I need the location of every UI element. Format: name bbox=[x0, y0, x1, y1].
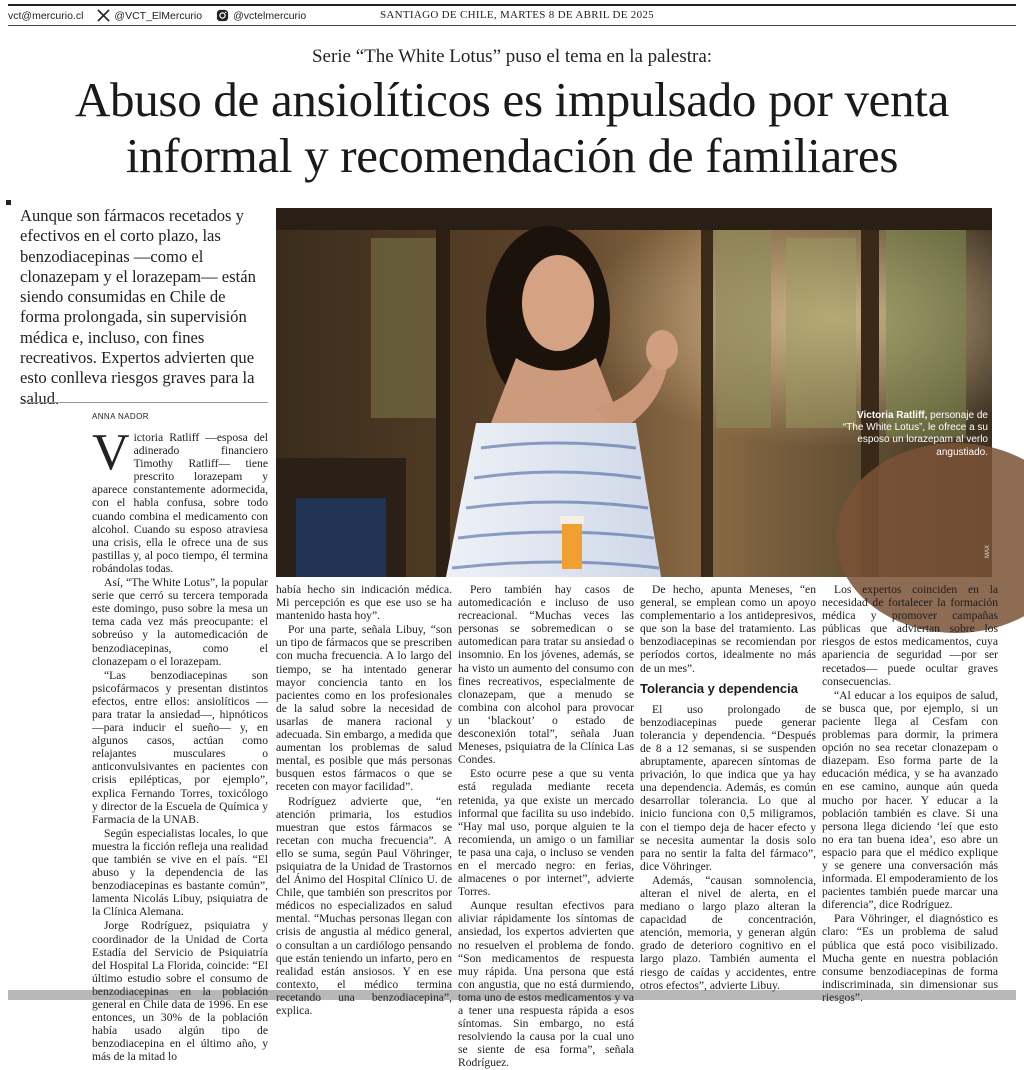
deck: Aunque son fármacos recetados y efectivos en el corto plazo, las benzodiacepinas —como el clonazepam y el lorazepam— están siendo consumidas en Chile de forma prolongada, sin supervisión médica e, incluso, con fines recreativos. Expertos advierten que esto conlleva riesgos graves para la salud. bbox=[20, 206, 256, 408]
photo-caption bbox=[838, 410, 988, 459]
email-text[interactable]: vct@mercurio.cl bbox=[8, 9, 84, 22]
body-paragraph: “Al educar a los equipos de salud, se busca que, por ejemplo, si un paciente llega al Cesfam con problemas para dormir, la primera opción no sea recetar clonazepam o diazepam. Eso forma parte de la educación médica, y se ha avanzado en ese camino, aunque aún queda mucho por hacer. Y educar a la población también es clave. Si una persona llega diciendo ‘leí que esto no era tan buena idea’, eso abre un espacio para que el médico explique y se genere una conversación más informada. El empoderamiento de los pacientes también puede marcar una diferencia”, dice Rodríguez. bbox=[822, 688, 998, 912]
kicker: Serie “The White Lotus” puso el tema en la palestra: bbox=[311, 46, 713, 67]
deck-bullet bbox=[6, 200, 11, 205]
headline: Abuso de ansiolíticos es impulsado por venta informal y recomendación de familiares bbox=[74, 72, 950, 183]
body-paragraph: Según especialistas locales, lo que muestra la ficción refleja una realidad que también se vive en el país. “El abuso y la dependencia de las benzodiacepinas es bastante común”, lamenta Nicolás Libuy, psiquiatra de la Clínica Alemana. bbox=[92, 826, 268, 919]
body-paragraph: Pero también hay casos de automedicación e incluso de uso recreacional. “Muchas veces las personas se sobremedican o se automedican para tratar su ansiedad o insomnio. En los jóvenes, además, se ha visto un aumento del consumo con fines recreativos, especialmente de clonazepam, que a menudo se combina con alcohol para provocar un ‘blackout’ o estado de desconexión total”, señala Juan Meneses, psiquiatra de la Clínica Las Condes. bbox=[458, 583, 634, 767]
article-column-4 bbox=[640, 583, 816, 993]
body-paragraph: Esto ocurre pese a que su venta está regulada mediante receta retenida, ya que existe un mercado informal que facilita su uso indebido. “Hay mal uso, porque alguien te la recomienda, un amigo o un familiar te pasa una caja, o incluso se venden en el mercado negro: en ferias, almacenes o por internet”, advierte Torres. bbox=[458, 767, 634, 899]
caption-text: personaje de “The White Lotus”, le ofrece a su esposo un lorazepam al verlo angustiado. bbox=[842, 410, 988, 458]
body-paragraph: Por una parte, señala Libuy, “son un tipo de fármacos que se prescriben con mucha frecuencia. A lo largo del tiempo, se ha intentado generar mayor conciencia tanto en los pacientes como en los profesionales de la salud sobre la necesidad de usarlas de manera racional y adecuada. Sin embargo, a medida que aumentan los problemas de salud mental, es posible que más personas busquen estos fármacos o que se receten con mayor facilidad”. bbox=[276, 623, 452, 794]
body-paragraph bbox=[92, 424, 268, 575]
body-paragraph: De hecho, apunta Meneses, “en general, se emplean como un apoyo complementario a los antidepresivos, que son la base del tratamiento. Las benzodiacepinas se recomiendan por períodos cortos, idealmente no más de un mes”. bbox=[640, 583, 816, 675]
paragraph-text: ictoria Ratliff —esposa del adinerado financiero Timothy Ratliff— tiene prescrito lorazepam y aparece constantemente adormecida, con el habla confusa, sobre todo cuando combina el medicamento con alcohol. Cuando su esposo atraviesa una crisis, ella le ofrece una de sus pastillas y, al poco tiempo, él termina robándolas todas. bbox=[92, 431, 268, 575]
body-paragraph: Además, “causan somnolencia, alteran el nivel de alerta, en el mediano o largo plazo alteran la capacidad de concentración, atención, memoria, y generan algún grado de deterioro cognitivo en el largo plazo. También aumenta el riesgo de caídas y accidentes, entre otros efectos”, advierte Libuy. bbox=[640, 873, 816, 992]
contact-x[interactable] bbox=[97, 9, 202, 22]
instagram-icon bbox=[216, 9, 229, 22]
instagram-handle[interactable]: @vctelmercurio bbox=[233, 9, 307, 22]
body-paragraph: Aunque resultan efectivos para aliviar rápidamente los síntomas de ansiedad, los expertos advierten que no resuelven el problema de fondo. “Son medicamentos de respuesta muy rápida. Una persona que está con angustia, que no está durmiendo, toma uno de estos medicamentos y va a tener una respuesta rápida a esos síntomas. Sin embargo, no está resolviendo la causa por la cual uno se siente de esa forma”, señala Rodríguez. bbox=[458, 899, 634, 1070]
article-photo bbox=[276, 208, 992, 577]
article-column-1 bbox=[92, 424, 268, 1065]
caption-name: Victoria Ratliff, bbox=[857, 410, 928, 421]
photo-illustration bbox=[276, 208, 992, 577]
subheading: Tolerancia y dependencia bbox=[640, 680, 798, 696]
next-page-strip bbox=[8, 990, 1016, 1000]
contact-email[interactable] bbox=[8, 10, 83, 22]
body-paragraph: Los expertos coinciden en la necesidad de fortalecer la formación médica y promover campañas públicas que adviertan sobre los riesgos de estos medicamentos, cuya apariencia de seguridad —por ser recetados— puede ocultar graves consecuencias. bbox=[822, 583, 998, 688]
article-column-2 bbox=[276, 583, 452, 1018]
body-paragraph: “Las benzodiacepinas son psicofármacos y presentan distintos efectos, entre ellos: ansiolíticos —para tratar la ansiedad—, hipnóticos —para inducir el sueño— y, en algunos casos, actúan como relajantes musculares o anticonvulsivantes en pacientes con crisis epilépticas, por ejemplo”, explica Fernando Torres, toxicólogo y director de la Escuela de Química y Farmacia de la UNAB. bbox=[92, 668, 268, 826]
photo-credit: MAX bbox=[985, 544, 991, 558]
x-icon bbox=[97, 9, 110, 22]
body-paragraph: Así, “The White Lotus”, la popular serie que cerró su tercera temporada este domingo, puso sobre la mesa un tema cada vez más preocupante: el sobreúso y la automedicación de benzodiacepinas, como el clonazepam o el lorazepam. bbox=[92, 576, 268, 668]
masthead-bar bbox=[8, 4, 1016, 26]
body-paragraph: El uso prolongado de benzodiacepinas puede generar tolerancia y dependencia. “Después de 8 a 12 semanas, si se suspenden abruptamente, aparecen síntomas de privación, lo que indica que ya hay una dependencia. Además, es común desarrollar tolerancia. Lo que al inicio funciona con 0,5 miligramos, con el tiempo deja de hacer efecto y se necesita aumentar la dosis solo para no sentir la falta del fármaco”, dice Vöhringer. bbox=[640, 702, 816, 873]
body-paragraph: Para Vöhringer, el diagnóstico es claro: “Es un problema de salud pública que está poco visibilizado. Mucha gente en nuestra población consume benzodiacepinas de forma indiscriminada, sin dimensionar sus riesgos”. bbox=[822, 912, 998, 1004]
contact-instagram[interactable] bbox=[216, 9, 306, 22]
x-handle[interactable]: @VCT_ElMercurio bbox=[114, 9, 203, 22]
dateline: SANTIAGO DE CHILE, MARTES 8 DE ABRIL DE 2025 bbox=[380, 9, 654, 21]
body-paragraph: Jorge Rodríguez, psiquiatra y coordinador de la Unidad de Corta Estadía del Servicio de Psiquiatría del Hospital La Florida, coincide: “El último estudio sobre el consumo de benzodiacepinas en la población general en Chile data de 1996. En ese entonces, un 30% de la población había usado algún tipo de benzodiacepina en el último año, y más de la mitad lo bbox=[92, 919, 268, 1064]
body-paragraph: había hecho sin indicación médica. Mi percepción es que ese uso se ha mantenido hasta hoy”. bbox=[276, 583, 452, 623]
divider bbox=[20, 402, 268, 403]
article-column-5 bbox=[822, 583, 998, 1005]
byline: ANNA NADOR bbox=[92, 412, 149, 421]
dropcap: V bbox=[92, 424, 130, 481]
body-paragraph: Rodríguez advierte que, “en atención primaria, los estudios muestran que estos fármacos se recetan con mucha frecuencia”. A ello se suma, según Paul Vöhringer, psiquiatra de la Unidad de Trastornos del Ánimo del Hospital Clínico U. de Chile, que también son prescritos por médicos no especializados en salud mental. “Muchas personas llegan con crisis de angustia al médico general, o consultan a un cardiólogo pensando que están teniendo un infarto, pero en realidad están ansiosos. Y en ese contexto, el médico termina recetando una benzodiacepina”, explica. bbox=[276, 794, 452, 1017]
